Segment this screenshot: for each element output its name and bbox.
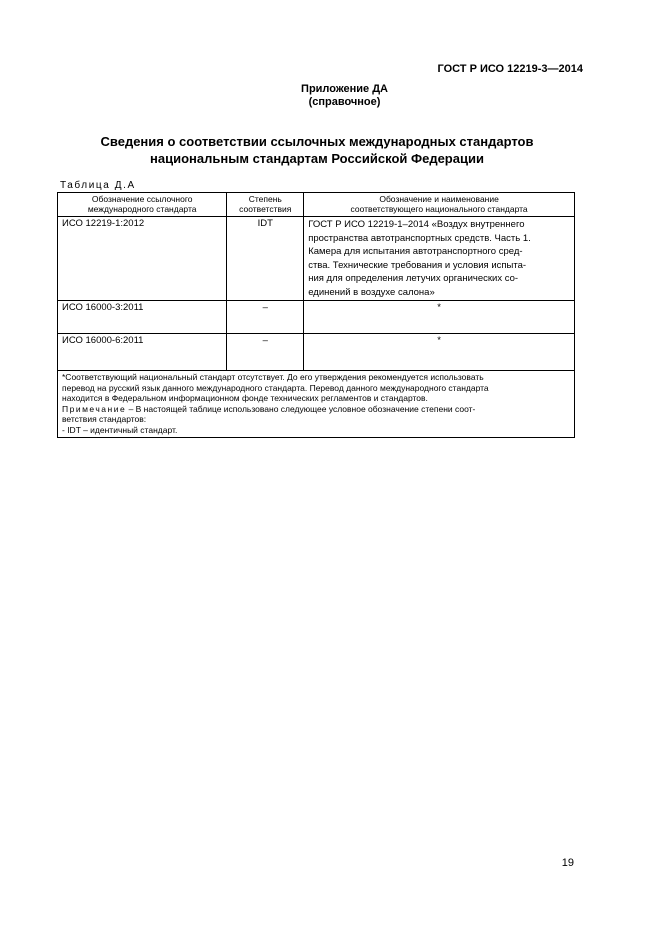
page-number: 19 xyxy=(561,857,574,869)
cell-line: ства. Технические требования и условия испыта- xyxy=(308,259,527,271)
footnote-line: *Соответствующий национальный стандарт отсутствует. До его утверждения рекомендуется использовать xyxy=(62,372,484,382)
footnote-line: находится в Федеральном информационном фонде технических регламентов и стандартов. xyxy=(62,393,428,404)
cell-standard: ИСО 12219-1:2012 xyxy=(58,217,227,301)
column-header-standard xyxy=(58,193,227,217)
annex-subtitle: (справочное) xyxy=(308,96,381,108)
footnote-line: - IDT – идентичный стандарт. xyxy=(62,424,178,435)
table-footnote-row xyxy=(58,371,575,438)
table-row xyxy=(58,301,575,334)
table-header-row xyxy=(58,193,575,217)
column-header-text: Обозначение ссылочного xyxy=(91,194,193,204)
table-row xyxy=(58,217,575,301)
document-code: ГОСТ Р ИСО 12219-3—2014 xyxy=(437,63,583,75)
footnote-line: ветствия стандартов: xyxy=(62,414,147,425)
column-header-text: Степень xyxy=(248,194,282,204)
note-text: – В настоящей таблице использовано следующее условное обозначение степени соот- xyxy=(126,403,476,414)
note-label: Примечание xyxy=(62,403,127,414)
table-label: Таблица Д.А xyxy=(60,180,136,191)
section-title-line-2: национальным стандартам Российской Федерации xyxy=(150,151,484,166)
footnote-note-line xyxy=(62,404,570,415)
cell-national: * xyxy=(304,301,575,334)
cell-line: Камера для испытания автотранспортного сред- xyxy=(308,246,523,257)
cell-line: ГОСТ Р ИСО 12219-1–2014 «Воздух внутреннего xyxy=(308,219,525,230)
column-header-text: международного стандарта xyxy=(87,204,197,214)
column-header-text: соответствующего национального стандарта xyxy=(350,204,528,214)
column-header-degree xyxy=(227,193,304,217)
table-footnote xyxy=(58,371,575,438)
column-header-text: Обозначение и наименование xyxy=(379,194,499,204)
cell-degree: – xyxy=(227,301,304,334)
annex-heading xyxy=(0,83,661,109)
section-title-line-1: Сведения о соответствии ссылочных международных стандартов xyxy=(100,134,534,149)
cell-standard: ИСО 16000-6:2011 xyxy=(58,334,227,371)
cell-national: * xyxy=(304,334,575,371)
column-header-text: соответствия xyxy=(239,204,292,214)
correspondence-table xyxy=(57,192,575,438)
cell-standard: ИСО 16000-3:2011 xyxy=(58,301,227,334)
cell-line: ния для определения летучих органических со- xyxy=(308,273,519,284)
cell-line: пространства автотранспортных средств. Часть 1. xyxy=(308,232,531,244)
cell-national xyxy=(304,217,575,301)
footnote-line: перевод на русский язык данного международного стандарта. Перевод данного международного стандарта xyxy=(62,382,489,393)
annex-title: Приложение ДА xyxy=(301,83,388,95)
cell-degree: IDT xyxy=(227,217,304,301)
table-row xyxy=(58,334,575,371)
cell-degree: – xyxy=(227,334,304,371)
cell-line: единений в воздухе салона» xyxy=(308,286,435,298)
section-title xyxy=(60,133,574,167)
column-header-national xyxy=(304,193,575,217)
